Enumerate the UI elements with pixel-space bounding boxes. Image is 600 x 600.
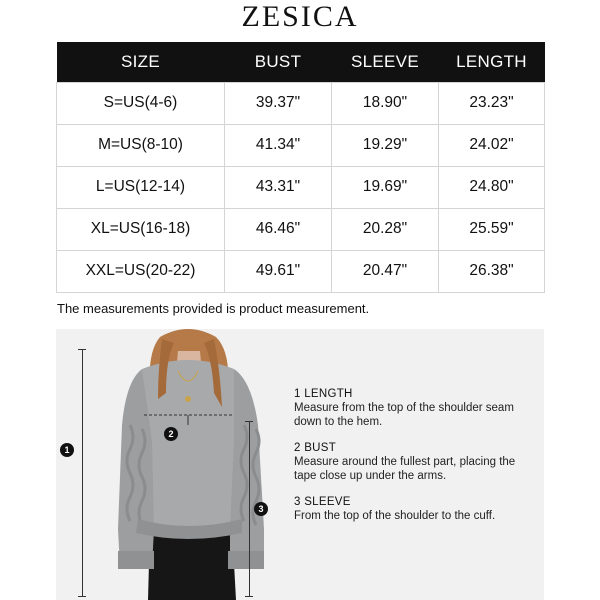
cell-size: XL=US(16-18) bbox=[57, 208, 225, 250]
brand-logo: ZESICA bbox=[241, 0, 359, 33]
legend-description: From the top of the shoulder to the cuff. bbox=[294, 510, 496, 522]
cell-size: S=US(4-6) bbox=[57, 82, 225, 124]
legend-item-length bbox=[294, 387, 534, 429]
measurement-note: The measurements provided is product measurement. bbox=[57, 301, 370, 316]
model-photo-illustration bbox=[92, 329, 282, 600]
cell-size: L=US(12-14) bbox=[57, 166, 225, 208]
measurement-legend bbox=[294, 387, 534, 535]
legend-description: Measure from the top of the shoulder seam down to the hem. bbox=[294, 402, 514, 428]
marker-length: 1 bbox=[60, 443, 74, 457]
table-row bbox=[57, 124, 545, 166]
legend-title: 1 LENGTH bbox=[294, 388, 353, 400]
legend-title: 3 SLEEVE bbox=[294, 496, 351, 508]
header-sleeve: SLEEVE bbox=[332, 42, 439, 82]
length-bottom-tick bbox=[78, 596, 86, 597]
marker-sleeve: 3 bbox=[254, 502, 268, 516]
sleeve-bottom-tick bbox=[245, 596, 253, 597]
header-size: SIZE bbox=[57, 42, 225, 82]
sleeve-dimension-line bbox=[249, 421, 250, 597]
table-header-row bbox=[57, 42, 545, 82]
cell-bust: 43.31" bbox=[225, 166, 332, 208]
measurement-guide-panel bbox=[56, 329, 544, 600]
cell-sleeve: 20.28" bbox=[332, 208, 439, 250]
header-bust: BUST bbox=[225, 42, 332, 82]
size-chart-table bbox=[56, 42, 545, 293]
table-row bbox=[57, 208, 545, 250]
length-top-tick bbox=[78, 349, 86, 350]
cell-sleeve: 18.90" bbox=[332, 82, 439, 124]
legend-item-sleeve bbox=[294, 495, 534, 523]
table-row bbox=[57, 166, 545, 208]
cell-sleeve: 19.69" bbox=[332, 166, 439, 208]
cell-sleeve: 19.29" bbox=[332, 124, 439, 166]
cell-bust: 46.46" bbox=[225, 208, 332, 250]
legend-item-bust bbox=[294, 441, 534, 483]
table-row bbox=[57, 250, 545, 292]
cell-bust: 49.61" bbox=[225, 250, 332, 292]
cell-length: 24.80" bbox=[439, 166, 545, 208]
table-row bbox=[57, 82, 545, 124]
marker-bust: 2 bbox=[164, 427, 178, 441]
cell-bust: 39.37" bbox=[225, 82, 332, 124]
legend-description: Measure around the fullest part, placing the tape close up under the arms. bbox=[294, 456, 516, 482]
cell-length: 23.23" bbox=[439, 82, 545, 124]
cell-bust: 41.34" bbox=[225, 124, 332, 166]
header-length: LENGTH bbox=[439, 42, 545, 82]
cell-length: 26.38" bbox=[439, 250, 545, 292]
legend-title: 2 BUST bbox=[294, 442, 337, 454]
cell-size: XXL=US(20-22) bbox=[57, 250, 225, 292]
cell-length: 24.02" bbox=[439, 124, 545, 166]
length-dimension-line bbox=[82, 349, 83, 597]
cell-sleeve: 20.47" bbox=[332, 250, 439, 292]
cell-length: 25.59" bbox=[439, 208, 545, 250]
sleeve-top-tick bbox=[245, 421, 253, 422]
cell-size: M=US(8-10) bbox=[57, 124, 225, 166]
